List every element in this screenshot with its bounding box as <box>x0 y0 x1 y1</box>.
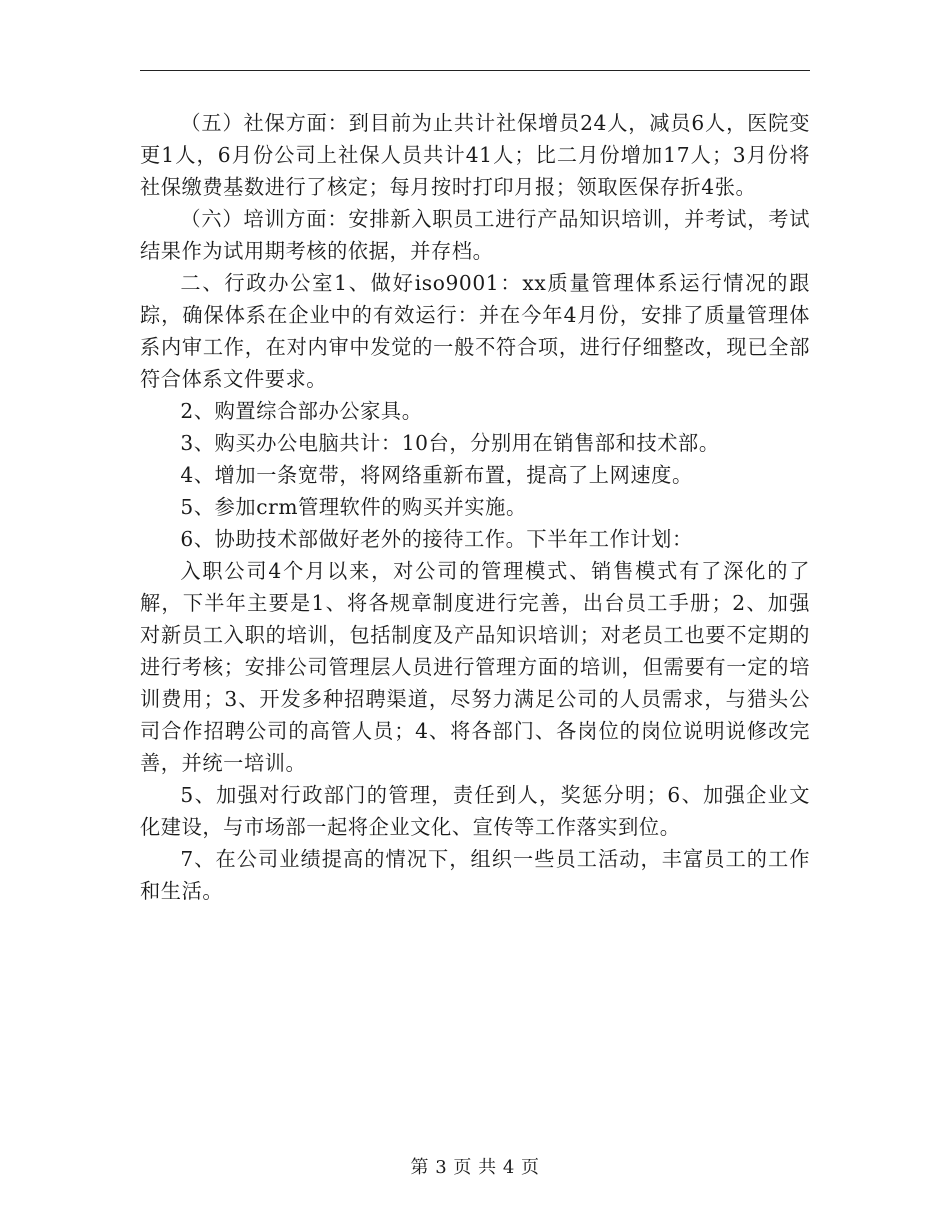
paragraph-item-2: 2、购置综合部办公家具。 <box>180 399 423 423</box>
paragraph-social-insurance: （五）社保方面：到目前为止共计社保增员24人，减员6人，医院变更1人，6月份公司上社保人员共计41人；比二月份增加17人；3月份将社保缴费基数进行了核定；每月按时打印月报；领取医保存折4张。 <box>140 111 810 199</box>
paragraph-item-5: 5、参加crm管理软件的购买并实施。 <box>180 495 527 519</box>
paragraph-item-4: 4、增加一条宽带，将网络重新布置，提高了上网速度。 <box>180 463 693 487</box>
page-number-footer: 第 3 页 共 4 页 <box>410 1157 540 1178</box>
document-body <box>140 107 810 907</box>
paragraph-plan: 入职公司4个月以来，对公司的管理模式、销售模式有了深化的了解，下半年主要是1、将各规章制度进行完善，出台员工手册；2、加强对新员工入职的培训，包括制度及产品知识培训；对老员工也要不定期的进行考核；安排公司管理层人员进行管理方面的培训，但需要有一定的培训费用；3、开发多种招聘渠道，尽努力满足公司的人员需求，与猎头公司合作招聘公司的高管人员；4、将各部门、各岗位的岗位说明说修改完善，并统一培训。 <box>140 559 810 775</box>
paragraph-item-3: 3、购买办公电脑共计：10台，分别用在销售部和技术部。 <box>180 431 720 455</box>
paragraph-admin-office: 二、行政办公室1、做好iso9001：xx质量管理体系运行情况的跟踪，确保体系在企业中的有效运行：并在今年4月份，安排了质量管理体系内审工作，在对内审中发觉的一般不符合项，进行仔细整改，现已全部符合体系文件要求。 <box>140 271 810 391</box>
paragraph-training: （六）培训方面：安排新入职员工进行产品知识培训，并考试，考试结果作为试用期考核的依据，并存档。 <box>140 207 810 263</box>
header-divider <box>140 70 810 71</box>
paragraph-plan-7: 7、在公司业绩提高的情况下，组织一些员工活动，丰富员工的工作和生活。 <box>140 847 810 903</box>
paragraph-plan-5-6: 5、加强对行政部门的管理，责任到人，奖惩分明；6、加强企业文化建设，与市场部一起将企业文化、宣传等工作落实到位。 <box>140 783 810 839</box>
paragraph-item-6: 6、协助技术部做好老外的接待工作。下半年工作计划： <box>180 527 693 551</box>
